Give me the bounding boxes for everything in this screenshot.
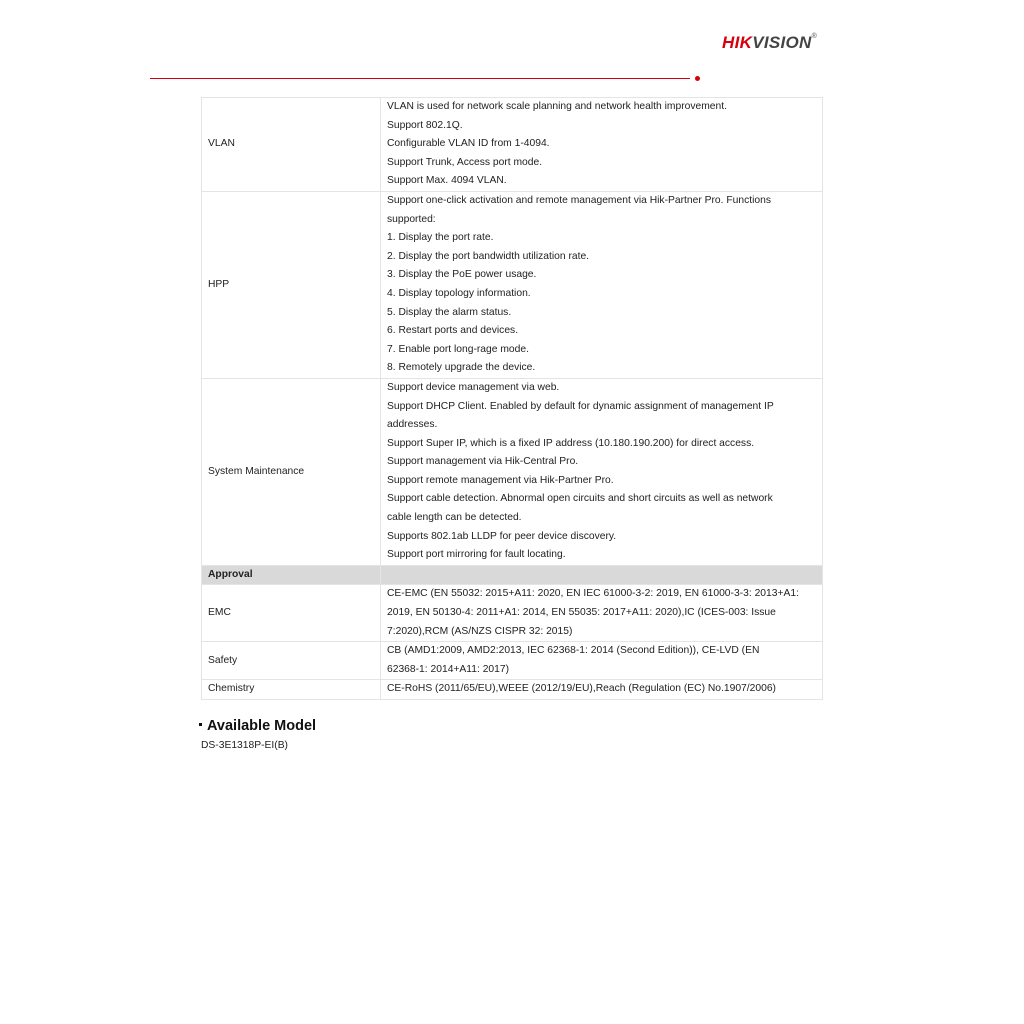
spec-value [381,191,823,378]
section-blank-cell [381,565,823,585]
spec-value-line: Configurable VLAN ID from 1-4094. [387,138,550,150]
spec-value-line: Support port mirroring for fault locating. [387,549,566,561]
spec-value-line: 2. Display the port bandwidth utilization rate. [387,250,590,262]
spec-value-line: addresses. [387,419,438,431]
spec-value-line: Support remote management via Hik-Partner Pro. [387,474,614,486]
spec-row [202,378,823,565]
spec-value-line: 4. Display topology information. [387,287,531,299]
section-label: Approval [202,565,381,585]
spec-row [202,642,823,680]
spec-value [381,680,823,700]
spec-value-line: Support 802.1Q. [387,119,463,131]
spec-label: EMC [202,585,381,642]
spec-value-line: Support device management via web. [387,381,560,393]
spec-value-line: Support one-click activation and remote management via Hik-Partner Pro. Functions [387,194,772,206]
spec-value-line: Support management via Hik-Central Pro. [387,456,579,468]
spec-label: HPP [202,191,381,378]
spec-value-line: Support Super IP, which is a fixed IP address (10.180.190.200) for direct access. [387,437,755,449]
spec-value-line: 8. Remotely upgrade the device. [387,362,536,374]
logo-registered-mark: ® [811,33,818,40]
section-row [202,565,823,585]
model-number: DS-3E1318P-EI(B) [201,740,288,751]
spec-value-line: 7:2020),RCM (AS/NZS CISPR 32: 2015) [387,625,573,637]
spec-value-line: Support Trunk, Access port mode. [387,156,543,168]
spec-value-line: Support DHCP Client. Enabled by default for dynamic assignment of management IP [387,400,774,412]
spec-value [381,585,823,642]
spec-value [381,98,823,192]
logo-vision-text: VISION [752,33,812,52]
spec-value-line: 3. Display the PoE power usage. [387,269,537,281]
spec-value-line: CE-EMC (EN 55032: 2015+A11: 2020, EN IEC 61000-3-2: 2019, EN 61000-3-3: 2013+A1: [387,588,799,600]
spec-value-line: 2019, EN 50130-4: 2011+A1: 2014, EN 55035: 2017+A11: 2020),IC (ICES-003: Issue [387,607,776,619]
spec-row [202,680,823,700]
spec-value [381,642,823,680]
spec-label: Chemistry [202,680,381,700]
spec-label: VLAN [202,98,381,192]
spec-table-body [202,98,823,700]
spec-value-line: 5. Display the alarm status. [387,306,512,318]
available-model-heading [199,718,316,734]
spec-value-line: CB (AMD1:2009, AMD2:2013, IEC 62368-1: 2014 (Second Edition)), CE-LVD (EN [387,645,760,657]
spec-row [202,191,823,378]
spec-value-line: supported: [387,213,436,225]
spec-table [201,97,823,700]
spec-value-line: 62368-1: 2014+A11: 2017) [387,663,510,675]
spec-value-line: cable length can be detected. [387,512,522,524]
spec-value [381,378,823,565]
spec-value-line: Support cable detection. Abnormal open circuits and short circuits as well as network [387,493,773,505]
available-model-heading-text: Available Model [207,718,317,734]
header-rule-dot [695,76,700,81]
bullet-icon [199,723,202,726]
header-rule [150,78,690,79]
spec-value-line: Supports 802.1ab LLDP for peer device discovery. [387,530,617,542]
spec-row [202,98,823,192]
spec-value-line: Support Max. 4094 VLAN. [387,175,507,187]
spec-value-line: 7. Enable port long-rage mode. [387,343,529,355]
spec-value-line: VLAN is used for network scale planning and network health improvement. [387,101,727,112]
spec-label: System Maintenance [202,378,381,565]
spec-value-line: 6. Restart ports and devices. [387,325,519,337]
logo-hik-text: HIK [722,33,753,52]
hikvision-logo [722,33,817,53]
spec-value-line: 1. Display the port rate. [387,232,494,244]
spec-row [202,585,823,642]
spec-label: Safety [202,642,381,680]
spec-value-line: CE-RoHS (2011/65/EU),WEEE (2012/19/EU),Reach (Regulation (EC) No.1907/2006) [387,683,776,695]
